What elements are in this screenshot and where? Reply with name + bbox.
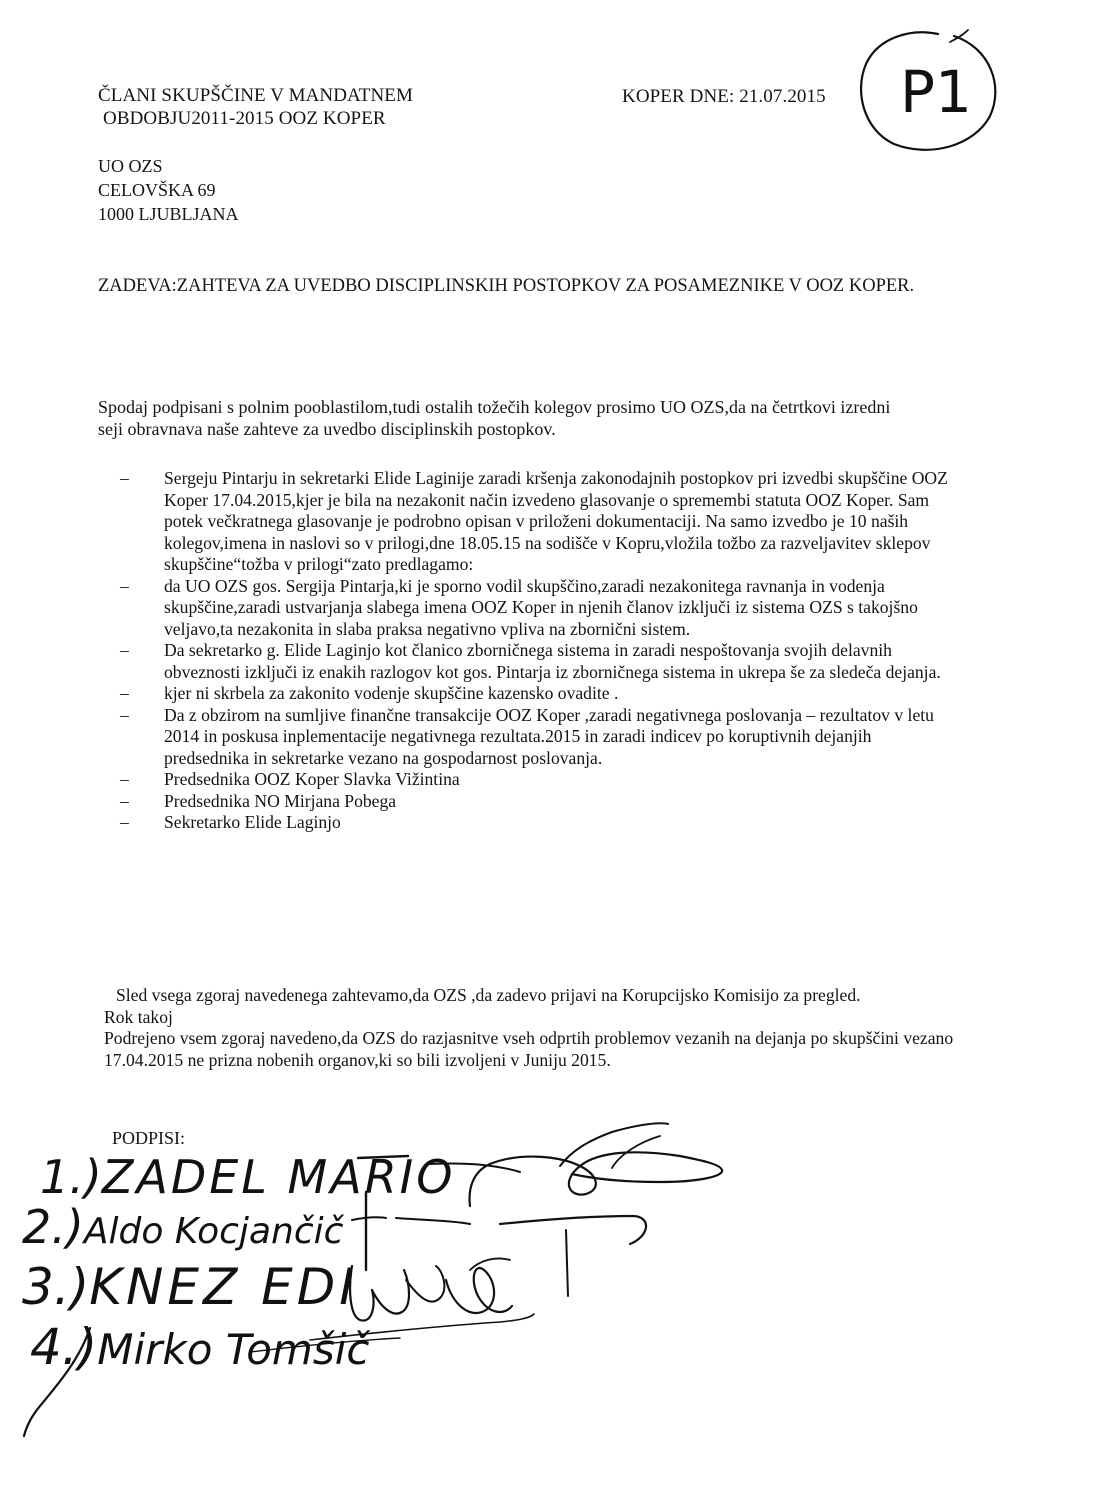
list-dash: – (120, 575, 129, 596)
recipient-line-2: CELOVŠKA 69 (98, 180, 216, 200)
signatures-label: PODPISI: (112, 1128, 186, 1148)
list-item-text: Predsednika NO Mirjana Pobega (164, 790, 397, 811)
recipient-line-1: UO OZS (98, 156, 163, 176)
list-item-text: Predsednika OOZ Koper Slavka Vižintina (164, 769, 460, 789)
page-stamp-label: P1 (900, 58, 972, 126)
list-item (120, 769, 950, 791)
closing-final: Podrejeno vsem zgoraj navedeno,da OZS do razjasnitve vseh odprtih problemov vezanih na dejanja po skupščini vezano 17.04.2015 ne prizna nobenih organov,ki so bili izvoljeni v Juniju 2015. (104, 1028, 954, 1070)
closing-deadline: Rok takoj (104, 1006, 173, 1027)
page-stamp (850, 20, 1000, 160)
list-item-text: kjer ni skrbela za zakonito vodenje skupščine kazensko ovadite . (164, 683, 619, 703)
list-item-text: Da sekretarko g. Elide Laginjo kot članico zborničnega sistema in zaradi nespoštovanja svojih delavnih obveznosti izključi iz enakih razlogov kot gos. Pintarja iz zborničnega sistema in ukrepa še za sledeča dejanja. (164, 640, 941, 682)
list-dash: – (120, 640, 129, 660)
list-item (120, 791, 950, 813)
closing-section (104, 985, 984, 1071)
signer-4-number: 4.) (30, 1318, 98, 1376)
list-item-text: Sekretarko Elide Laginjo (164, 812, 341, 832)
list-item-text: da UO OZS gos. Sergija Pintarja,ki je sporno vodil skupščino,zaradi nezakonitega ravnanja in vodenja skupščine,zaradi ustvarjanja slabega imena OOZ Koper in njenih članov izključi iz sistema OZS s takojšno veljavo,ta nezakonita in slaba praksa negativno vpliva na zbornični sistem. (164, 575, 918, 639)
subject: ZADEVA:ZAHTEVA ZA UVEDBO DISCIPLINSKIH POSTOPKOV ZA POSAMEZNIKE V OOZ KOPER. (98, 276, 915, 296)
list-dash: – (120, 790, 129, 811)
list-item (120, 812, 950, 834)
list-item (120, 640, 950, 683)
list-dash: – (120, 683, 129, 703)
signer-2-name: Aldo Kocjančič (83, 1211, 344, 1252)
signer-4-name: Mirko Tomšič (97, 1325, 370, 1374)
list-dash: – (120, 812, 129, 832)
list-item (120, 576, 950, 641)
place-date: KOPER DNE: 21.07.2015 (622, 86, 826, 107)
list-dash: – (120, 704, 129, 725)
signer-1-number: 1.) (40, 1150, 102, 1204)
list-dash: – (120, 769, 129, 789)
list-item-text: Da z obzirom na sumljive finančne transakcije OOZ Koper ,zaradi negativnega poslovanja – rezultatov v letu 2014 in poskusa inplementacije negativnega rezultata.2015 in zaradi indicev po koruptivnih dejanjih predsednika in sekretarke vezano na gospodarnost poslovanja. (164, 704, 934, 768)
signature-scribbles (0, 1120, 1105, 1440)
list-item (120, 468, 950, 576)
signer-2-number: 2.) (22, 1200, 84, 1254)
signer-3-number: 3.) (22, 1258, 90, 1316)
addressee-line-1: ČLANI SKUPŠČINE V MANDATNEM (98, 85, 414, 106)
recipient-address (98, 154, 239, 226)
request-list (120, 468, 950, 834)
signer-1-name: ZADEL MARIO (101, 1150, 456, 1204)
list-dash: – (120, 468, 129, 488)
recipient-line-3: 1000 LJUBLJANA (98, 204, 239, 224)
addressee-line-2: OBDOBJU2011-2015 OOZ KOPER (103, 108, 386, 129)
list-item (120, 705, 950, 770)
list-item (120, 683, 950, 705)
list-item-text: Sergeju Pintarju in sekretarki Elide Laginije zaradi kršenja zakonodajnih postopkov pri izvedbi skupščine OOZ Koper 17.04.2015,kjer je bila na nezakonit način izvedeno glasovanje o spremembi statuta OOZ Koper. Sam potek večkratnega glasovanje je podrobno opisan v priloženi dokumentaciji. Na samo izvedbo je 10 naših kolegov,imena in naslovi so v prilogi,dne 18.05.15 na sodišče v Kopru,vložila tožbo za razveljavitev sklepov skupščine“tožba v prilogi“zato predlagamo: (164, 468, 948, 574)
closing-request: Sled vsega zgoraj navedenega zahtevamo,da OZS ,da zadevo prijavi na Korupcijsko Komisijo za pregled. (116, 985, 861, 1005)
signer-3-name: KNEZ EDI (89, 1258, 358, 1316)
intro-paragraph: Spodaj podpisani s polnim pooblastilom,tudi ostalih tožečih kolegov prosimo UO OZS,da na četrtkovi izredni seji obravnava naše zahteve za uvedbo disciplinskih postopkov. (98, 397, 891, 439)
